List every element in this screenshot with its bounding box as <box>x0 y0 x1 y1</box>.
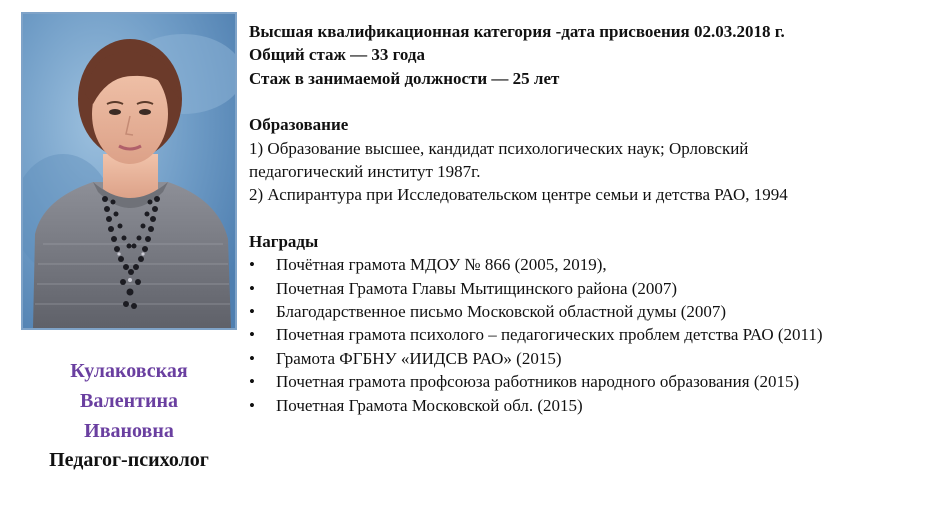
award-item <box>249 253 929 276</box>
person-name-block <box>21 356 237 474</box>
award-text: Почётная грамота МДОУ № 866 (2005, 2019), <box>276 255 607 275</box>
award-text: Почетная Грамота Главы Мытищинского района (2007) <box>276 278 678 298</box>
award-item <box>249 277 929 300</box>
awards-title: Награды <box>249 231 319 251</box>
portrait-photo <box>21 12 237 330</box>
person-surname: Кулаковская <box>70 360 188 382</box>
award-item <box>249 347 929 370</box>
award-text: Грамота ФГБНУ «ИИДСВ РАО» (2015) <box>276 348 562 368</box>
profile-details <box>249 20 929 417</box>
bullet-icon: • <box>249 255 255 275</box>
award-text: Почетная грамота профсоюза работников народного образования (2015) <box>276 372 800 392</box>
award-item <box>249 300 929 323</box>
award-text: Почетная Грамота Московской обл. (2015) <box>276 395 583 415</box>
award-item <box>249 370 929 393</box>
bullet-icon: • <box>249 302 255 322</box>
bullet-icon: • <box>249 325 255 345</box>
award-item <box>249 323 929 346</box>
bullet-icon: • <box>249 348 255 368</box>
bullet-icon: • <box>249 278 255 298</box>
award-text: Почетная грамота психолого – педагогических проблем детства РАО (2011) <box>276 325 823 345</box>
person-first-name: Валентина <box>79 390 178 412</box>
qualification-category: Высшая квалификационная категория -дата присвоения 02.03.2018 г. <box>249 22 785 41</box>
education-title: Образование <box>249 115 349 135</box>
position-experience: Стаж в занимаемой должности — 25 лет <box>249 68 560 88</box>
person-position: Педагог-психолог <box>49 449 209 471</box>
education-line: 1) Образование высшее, кандидат психологических наук; Орловский <box>249 138 749 158</box>
award-item <box>249 394 929 417</box>
award-text: Благодарственное письмо Московской областной думы (2007) <box>276 302 727 322</box>
person-patronymic: Ивановна <box>84 420 174 442</box>
bullet-icon: • <box>249 372 255 392</box>
awards-list <box>249 253 929 417</box>
total-experience: Общий стаж — 33 года <box>249 45 426 65</box>
education-line: 2) Аспирантура при Исследовательском центре семьи и детства РАО, 1994 <box>249 185 788 205</box>
portrait-illustration <box>23 14 235 328</box>
education-line: педагогический институт 1987г. <box>249 162 481 182</box>
bullet-icon: • <box>249 395 255 415</box>
